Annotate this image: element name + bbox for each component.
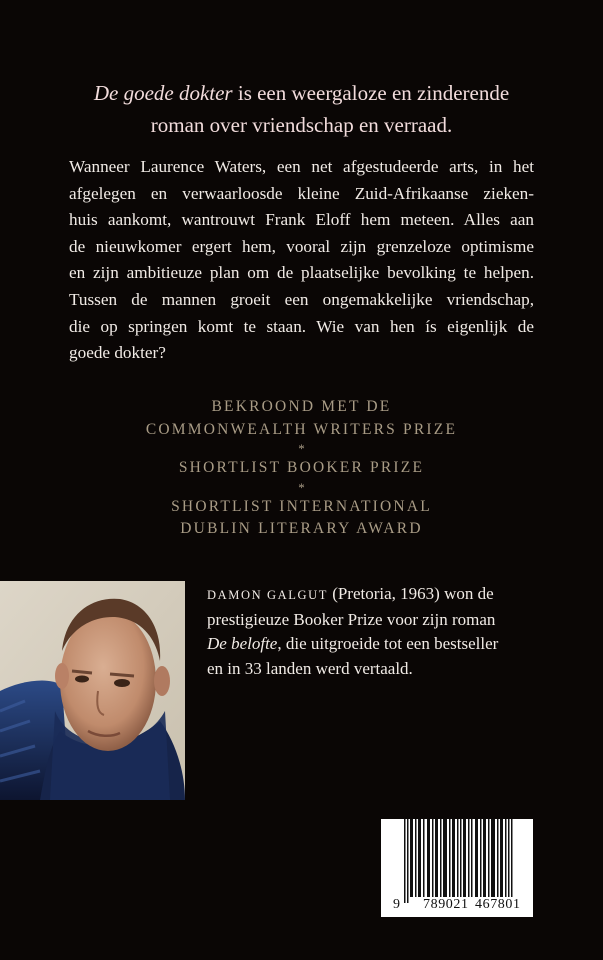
award-separator: * — [298, 441, 305, 456]
award-separator: * — [298, 479, 305, 495]
author-bio-line-4: en in 33 landen werd vertaald. — [207, 658, 413, 678]
book-title: De goede dokter — [93, 81, 233, 105]
blurb-line: de nieuwkomer ergert hem, vooral zijn grenzeloze optimisme — [69, 236, 534, 256]
award-line: BEKROOND MET DE — [211, 398, 392, 415]
blurb-line: en zijn ambitieuze plan om de plaatselijke bevolking te helpen. — [69, 263, 534, 283]
author-photo — [0, 581, 185, 800]
blurb-line: Tussen de mannen groeit een ongemakkelijke vriendschap, — [69, 289, 534, 309]
author-bio-line-2: prestigieuze Booker Prize voor zijn roman — [207, 609, 496, 629]
award-line: COMMONWEALTH WRITERS PRIZE — [145, 420, 458, 438]
author-bio-line-3: De belofte, die uitgroeide tot een bestseller — [207, 634, 499, 653]
blurb-line: afgelegen en verwaarloosde kleine Zuid-Afrikaanse zieken- — [69, 183, 534, 203]
previous-book-title: De belofte — [207, 634, 278, 653]
blurb-line: goede dokter? — [69, 343, 166, 363]
blurb-line: huis aankomt, wantrouwt Frank Eloff hem meteen. Alles aan — [69, 210, 534, 230]
blurb-line: die op springen komt te staan. Wie van hen ís eigenlijk de — [69, 316, 534, 336]
tagline-line-2: roman over vriendschap en verraad. — [150, 113, 453, 137]
author-bio-line-1: DAMON GALGUT (Pretoria, 1963) won de — [207, 584, 494, 603]
awards-list — [0, 396, 603, 541]
award-line: SHORTLIST BOOKER PRIZE — [178, 459, 425, 476]
award-line: DUBLIN LITERARY AWARD — [180, 520, 423, 537]
blurb-paragraph — [69, 154, 534, 367]
blurb-line: Wanneer Laurence Waters, een net afgestudeerde arts, in het — [69, 157, 534, 176]
author-bio — [207, 582, 547, 681]
isbn-digits: 9 789021 467801 — [393, 897, 521, 912]
tagline — [0, 77, 603, 141]
tagline-line-1: De goede dokter is een weergaloze en zinderende — [93, 81, 510, 105]
isbn-barcode — [381, 819, 533, 917]
author-name: DAMON GALGUT — [207, 588, 328, 602]
award-line: SHORTLIST INTERNATIONAL — [171, 497, 432, 515]
